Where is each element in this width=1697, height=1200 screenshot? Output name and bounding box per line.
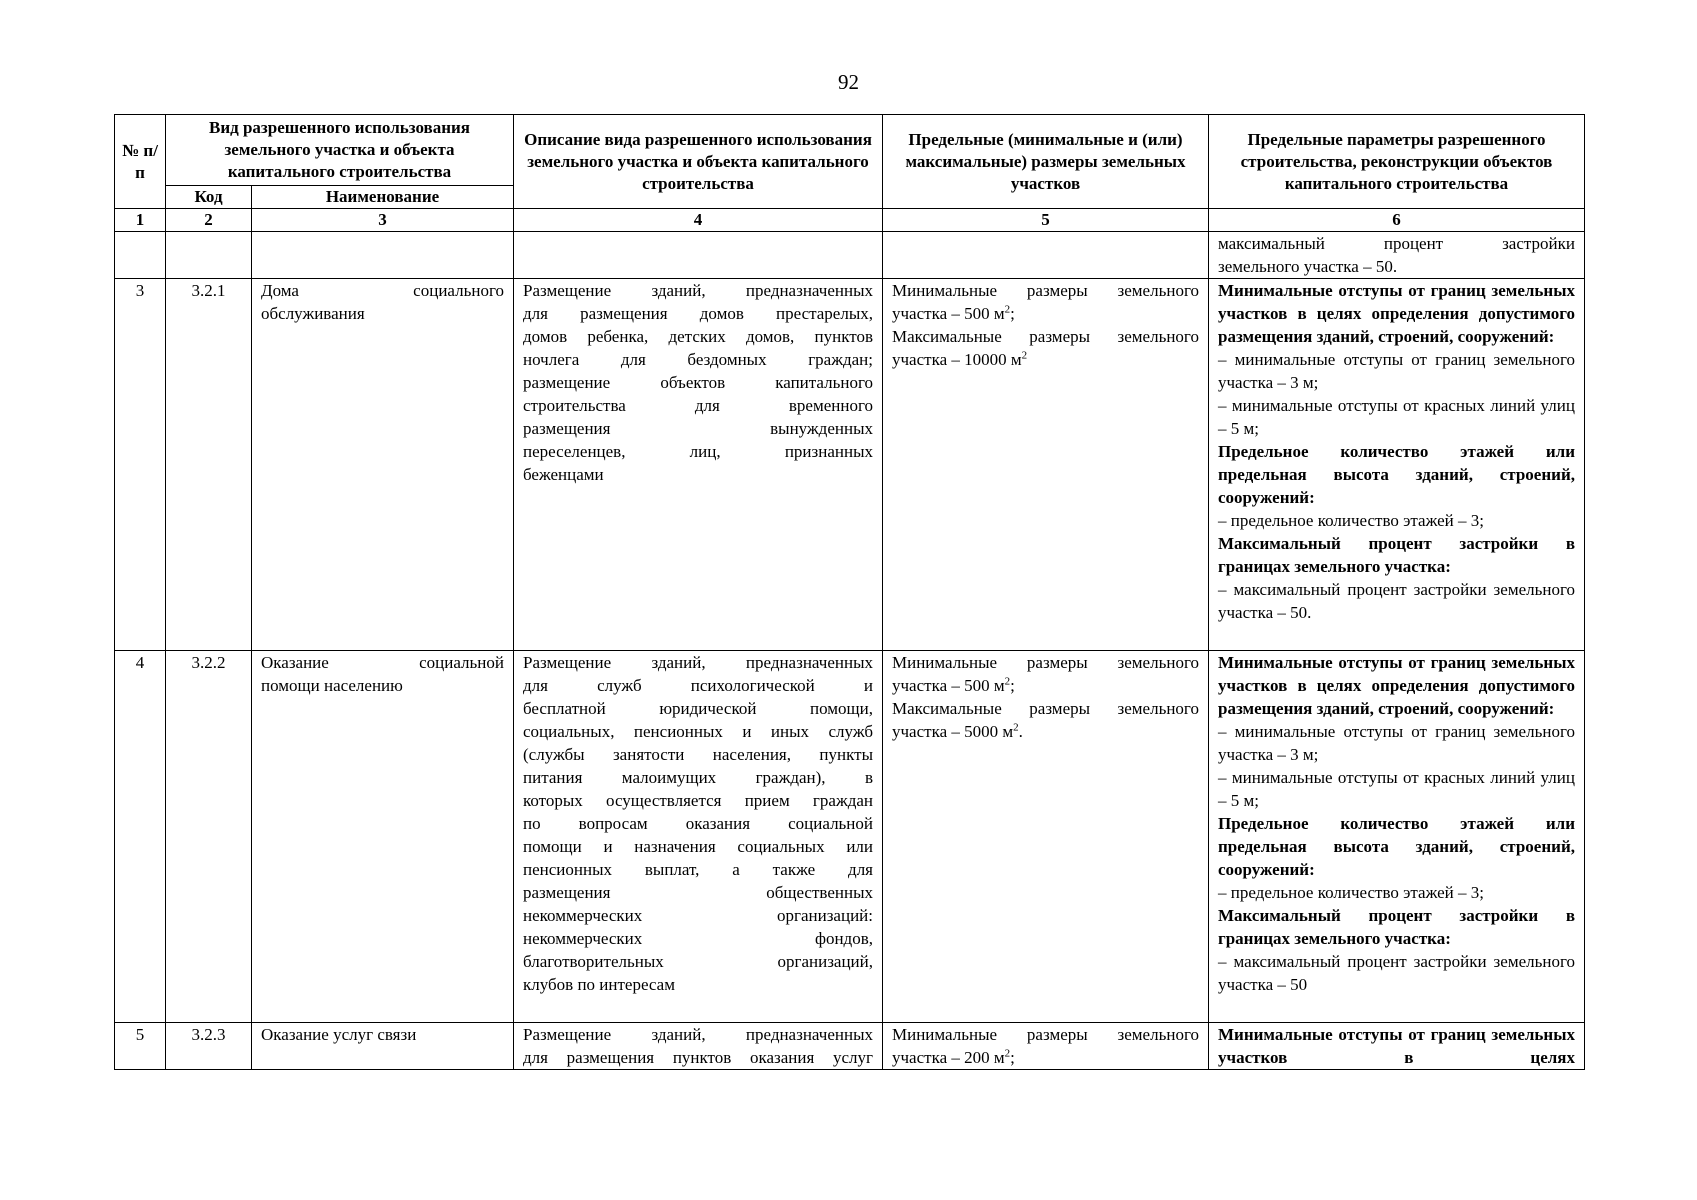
text-line: Оказание услуг связи [261, 1025, 417, 1044]
cell-code: 3.2.1 [166, 279, 252, 651]
param-heading: Минимальные отступы от границ земельных участков в целях определения допустимого размещения зданий, строений, сооружений: [1218, 281, 1575, 346]
text-line: по вопросам оказания социальной [523, 814, 873, 833]
cell-name [252, 651, 514, 1023]
column-number-row [115, 209, 1585, 232]
text-line: переселенцев, лиц, признанных [523, 442, 873, 461]
text-line: помощи населению [261, 676, 403, 695]
param-heading: Предельное количество этажей или предельная высота зданий, строений, сооружений: [1218, 814, 1575, 879]
text-line: максимальный процент застройки [1218, 234, 1575, 253]
cell-name [252, 279, 514, 651]
text-line: питания малоимущих граждан), в [523, 768, 873, 787]
param-item: – предельное количество этажей – 3; [1218, 511, 1484, 530]
zoning-table [114, 114, 1585, 1070]
cell-parameters [1209, 1023, 1585, 1070]
text-line: бесплатной юридической помощи, [523, 699, 873, 718]
column-number: 3 [252, 209, 514, 232]
header-parameters: Предельные параметры разрешенного строительства, реконструкции объектов капитального строительства [1209, 115, 1585, 209]
cell-empty [883, 232, 1209, 279]
cell-description [514, 279, 883, 651]
size-min: Минимальные размеры земельного участка – 500 $м^2$; [892, 281, 1199, 323]
cell-empty [514, 232, 883, 279]
table-row [115, 279, 1585, 651]
text-line: благотворительных организаций, [523, 952, 873, 971]
size-min: Минимальные размеры земельного участка – 200 $м^2$; [892, 1025, 1199, 1067]
header-description: Описание вида разрешенного использования земельного участка и объекта капитального строительства [514, 115, 883, 209]
text-line: социальных, пенсионных и иных служб [523, 722, 873, 741]
cell-code: 3.2.3 [166, 1023, 252, 1070]
cell-code: 3.2.2 [166, 651, 252, 1023]
text-line: домов ребенка, детских домов, пунктов [523, 327, 873, 346]
size-min: Минимальные размеры земельного участка – 500 $м^2$; [892, 653, 1199, 695]
text-line: клубов по интересам [523, 975, 675, 994]
header-sizes: Предельные (минимальные и (или) максимальные) размеры земельных участков [883, 115, 1209, 209]
text-line: помощи и назначения социальных или [523, 837, 873, 856]
text-line: размещения вынужденных [523, 419, 873, 438]
header-name: Наименование [252, 186, 514, 209]
param-heading: Минимальные отступы от границ земельных участков в целях [1218, 1025, 1575, 1067]
param-item: – максимальный процент застройки земельного участка – 50. [1218, 580, 1575, 622]
param-heading: Предельное количество этажей или предельная высота зданий, строений, сооружений: [1218, 442, 1575, 507]
table-row [115, 1023, 1585, 1070]
column-number: 6 [1209, 209, 1585, 232]
column-number: 1 [115, 209, 166, 232]
cell-empty [115, 232, 166, 279]
column-number: 4 [514, 209, 883, 232]
cell-carry-over [1209, 232, 1585, 279]
param-item: – минимальные отступы от границ земельного участка – 3 м; [1218, 722, 1575, 764]
text-line: которых осуществляется прием граждан [523, 791, 873, 810]
text-line: для размещения домов престарелых, [523, 304, 873, 323]
cell-description [514, 1023, 883, 1070]
param-item: – максимальный процент застройки земельного участка – 50 [1218, 952, 1575, 994]
text-line: (службы занятости населения, пункты [523, 745, 873, 764]
text-line: некоммерческих организаций: [523, 906, 873, 925]
header-row [115, 115, 1585, 186]
param-item: – минимальные отступы от красных линий улиц – 5 м; [1218, 396, 1575, 438]
cell-sizes [883, 651, 1209, 1023]
text-line: пенсионных выплат, а также для [523, 860, 873, 879]
text-line: для служб психологической и [523, 676, 873, 695]
text-line: ночлега для бездомных граждан; [523, 350, 873, 369]
text-line: Оказание социальной [261, 653, 504, 672]
cell-empty [166, 232, 252, 279]
param-heading: Максимальный процент застройки в границах земельного участка: [1218, 906, 1575, 948]
text-line: земельного участка – 50. [1218, 257, 1398, 276]
param-heading: Минимальные отступы от границ земельных участков в целях определения допустимого размещения зданий, строений, сооружений: [1218, 653, 1575, 718]
text-line: размещения общественных [523, 883, 873, 902]
cell-parameters [1209, 279, 1585, 651]
cell-sizes [883, 1023, 1209, 1070]
text-line: строительства для временного [523, 396, 873, 415]
size-max: Максимальные размеры земельного участка – 10000 $м^2$ [892, 327, 1199, 369]
cell-number: 5 [115, 1023, 166, 1070]
header-code: Код [166, 186, 252, 209]
header-num: № п/п [115, 115, 166, 209]
text-line: для размещения пунктов оказания услуг [523, 1048, 873, 1067]
cell-name [252, 1023, 514, 1070]
page-number: 92 [838, 70, 859, 94]
cell-description [514, 651, 883, 1023]
text-line: обслуживания [261, 304, 365, 323]
param-heading: Максимальный процент застройки в границах земельного участка: [1218, 534, 1575, 576]
text-line: Размещение зданий, предназначенных [523, 281, 873, 300]
cell-parameters [1209, 651, 1585, 1023]
text-line: Размещение зданий, предназначенных [523, 1025, 873, 1044]
cell-sizes [883, 279, 1209, 651]
size-max: Максимальные размеры земельного участка – 5000 $м^2$. [892, 699, 1199, 741]
cell-number: 3 [115, 279, 166, 651]
text-line: Размещение зданий, предназначенных [523, 653, 873, 672]
column-number: 5 [883, 209, 1209, 232]
cell-empty [252, 232, 514, 279]
text-line: Дома социального [261, 281, 504, 300]
column-number: 2 [166, 209, 252, 232]
header-vid: Вид разрешенного использования земельного участка и объекта капитального строительства [166, 115, 514, 186]
text-line: некоммерческих фондов, [523, 929, 873, 948]
param-item: – предельное количество этажей – 3; [1218, 883, 1484, 902]
text-line: размещение объектов капитального [523, 373, 873, 392]
param-item: – минимальные отступы от границ земельного участка – 3 м; [1218, 350, 1575, 392]
cell-number: 4 [115, 651, 166, 1023]
text-line: беженцами [523, 465, 604, 484]
param-item: – минимальные отступы от красных линий улиц – 5 м; [1218, 768, 1575, 810]
table-row-continued [115, 232, 1585, 279]
table-row [115, 651, 1585, 1023]
